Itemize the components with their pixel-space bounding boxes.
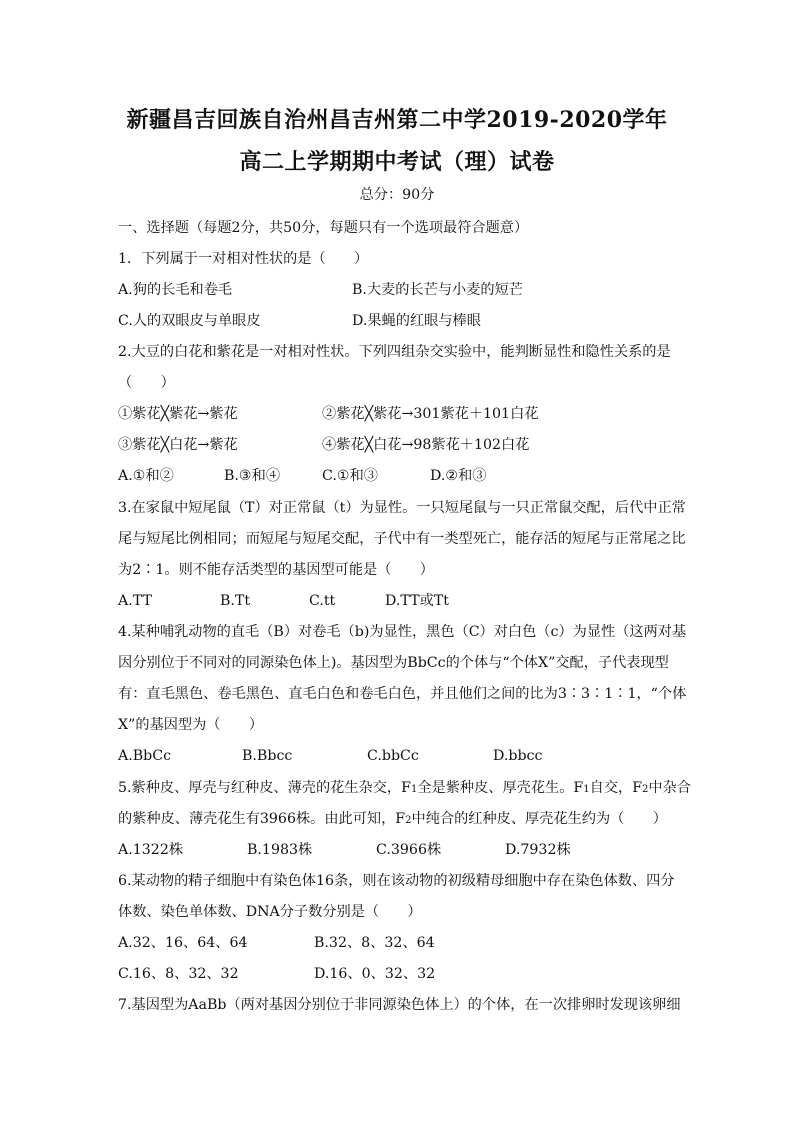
question-5-stem-line2: 的紫种皮、薄壳花生有3966株。由此可知，F2中纯合的红种皮、厚壳花生约为（ ） bbox=[118, 811, 667, 827]
question-2-cross-4: ④紫花╳白花→98紫花＋102白花 bbox=[322, 437, 530, 453]
question-2-stem-line2: （ ） bbox=[118, 375, 175, 391]
question-5-stem-line1: 5.紫种皮、厚壳与红种皮、薄壳的花生杂交，F1全是紫种皮、厚壳花生。F1自交，F2中杂合 bbox=[118, 780, 691, 796]
question-3-stem-line3: 为2∶1。则不能存活类型的基因型可能是（ ） bbox=[118, 562, 434, 578]
exam-title-line1: 新疆昌吉回族自治州昌吉州第二中学2019-2020学年 bbox=[126, 107, 668, 133]
question-1-stem: 1．下列属于一对相对性状的是（ ） bbox=[118, 251, 369, 267]
total-score: 总分：90分 bbox=[359, 187, 435, 203]
question-2-cross-1: ①紫花╳紫花→紫花 bbox=[118, 406, 238, 422]
question-7-stem-line1: 7.基因型为AaBb（两对基因分别位于非同源染色体上）的个体，在一次排卵时发现该卵细 bbox=[118, 997, 681, 1013]
question-5-option-b: B.1983株 bbox=[247, 842, 313, 858]
question-6-option-a: A.32、16、64、64 bbox=[118, 935, 248, 951]
question-4-stem-line4: X”的基因型为（ ） bbox=[118, 717, 264, 733]
question-6-stem-line1: 6.某动物的精子细胞中有染色体16条，则在该动物的初级精母细胞中存在染色体数、四分 bbox=[118, 873, 675, 889]
section-heading: 一、选择题（每题2分，共50分，每题只有一个选项最符合题意） bbox=[118, 220, 529, 236]
question-4-option-c: C.bbCc bbox=[367, 748, 419, 764]
question-5-option-a: A.1322株 bbox=[118, 842, 184, 858]
exam-title-line2: 高二上学期期中考试（理）试卷 bbox=[239, 149, 555, 175]
question-6-stem-line2: 体数、染色单体数、DNA分子数分别是（ ） bbox=[118, 904, 422, 920]
question-3-stem-line2: 尾与短尾比例相同；而短尾与短尾交配，子代中有一类型死亡，能存活的短尾与正常尾之比 bbox=[118, 531, 686, 547]
question-2-option-d: D.②和③ bbox=[430, 468, 487, 484]
question-6-option-d: D.16、0、32、32 bbox=[314, 966, 436, 982]
question-4-option-b: B.Bbcc bbox=[242, 748, 293, 764]
question-2-option-a: A.①和② bbox=[118, 468, 174, 484]
question-3-option-c: C.tt bbox=[309, 593, 336, 609]
question-1-option-c: C.人的双眼皮与单眼皮 bbox=[118, 313, 261, 329]
question-6-option-c: C.16、8、32、32 bbox=[118, 966, 239, 982]
question-4-stem-line3: 有：直毛黑色、卷毛黑色、直毛白色和卷毛白色，并且他们之间的比为3∶3∶1∶1，“个体 bbox=[118, 686, 687, 702]
question-2-option-c: C.①和③ bbox=[322, 468, 378, 484]
question-5-option-d: D.7932株 bbox=[505, 842, 571, 858]
question-4-stem-line1: 4.某种哺乳动物的直毛（B）对卷毛（b)为显性，黑色（C）对白色（c）为显性（这两对基 bbox=[118, 624, 687, 640]
question-5-option-c: C.3966株 bbox=[376, 842, 442, 858]
question-3-stem-line1: 3.在家鼠中短尾鼠（T）对正常鼠（t）为显性。一只短尾鼠与一只正常鼠交配，后代中正常 bbox=[118, 500, 686, 516]
question-2-stem-line1: 2.大豆的白花和紫花是一对相对性状。下列四组杂交实验中，能判断显性和隐性关系的是 bbox=[118, 344, 671, 360]
question-2-option-b: B.③和④ bbox=[224, 468, 281, 484]
question-4-option-d: D.bbcc bbox=[493, 748, 543, 764]
question-4-stem-line2: 因分别位于不同对的同源染色体上)。基因型为BbCc的个体与“个体X”交配，子代表现型 bbox=[118, 655, 669, 671]
question-1-option-a: A.狗的长毛和卷毛 bbox=[118, 282, 233, 298]
question-1-option-d: D.果蝇的红眼与棒眼 bbox=[352, 313, 481, 329]
question-3-option-b: B.Tt bbox=[220, 593, 251, 609]
question-4-option-a: A.BbCc bbox=[118, 748, 172, 764]
question-3-option-a: A.TT bbox=[118, 593, 152, 609]
question-2-cross-3: ③紫花╳白花→紫花 bbox=[118, 437, 238, 453]
question-2-cross-2: ②紫花╳紫花→301紫花＋101白花 bbox=[322, 406, 539, 422]
question-3-option-d: D.TT或Tt bbox=[385, 593, 449, 609]
question-6-option-b: B.32、8、32、64 bbox=[314, 935, 435, 951]
question-1-option-b: B.大麦的长芒与小麦的短芒 bbox=[352, 282, 523, 298]
